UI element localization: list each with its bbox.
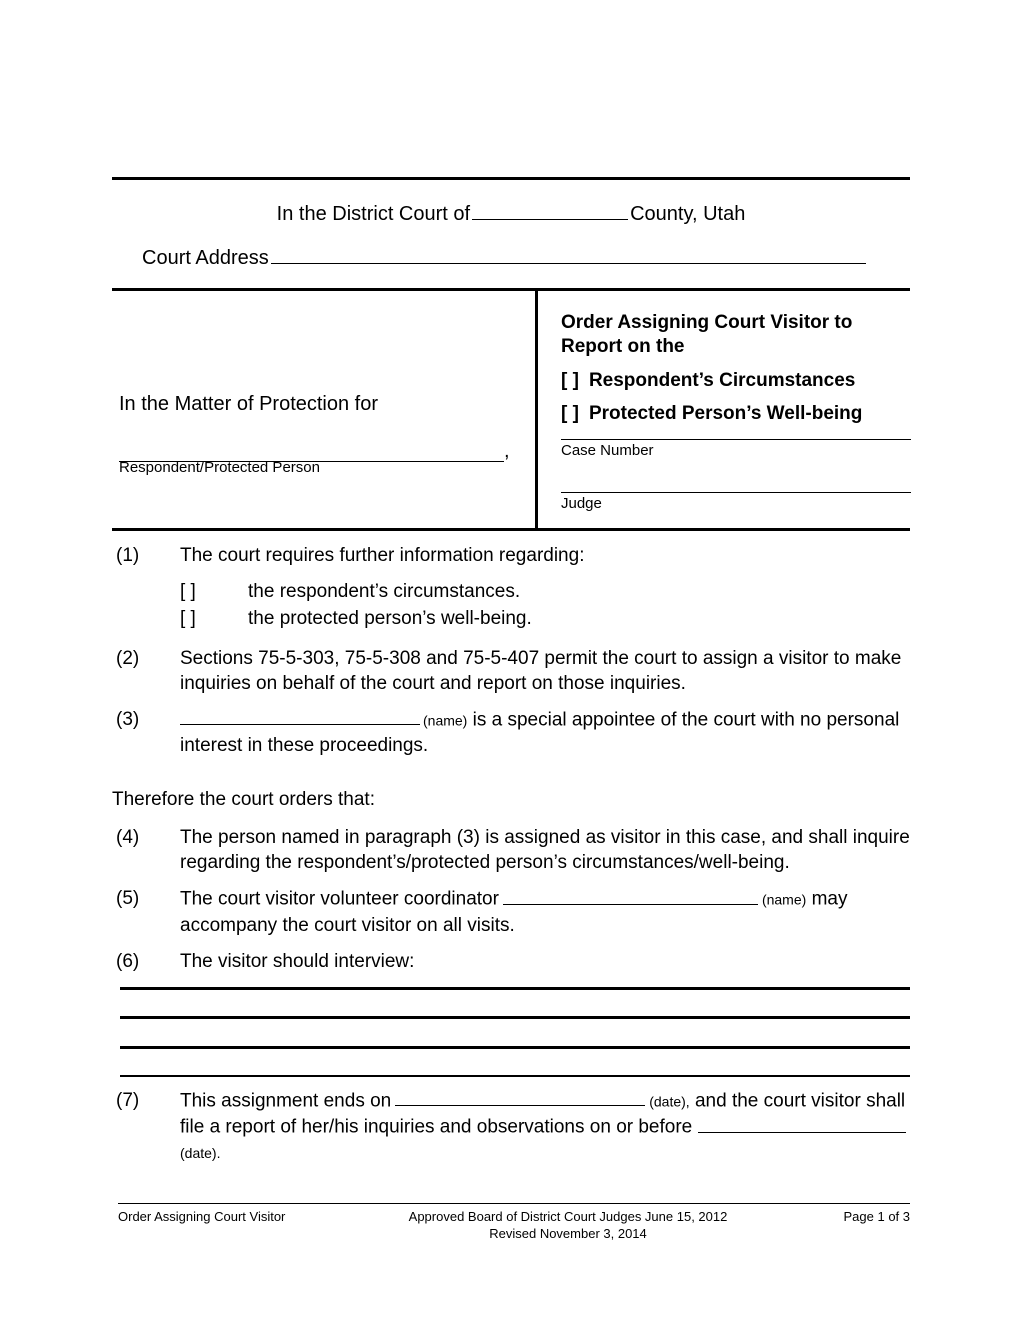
document-body <box>112 543 910 985</box>
judge-field[interactable] <box>561 492 911 514</box>
paragraph-3-name-hint: (name) <box>423 712 468 729</box>
footer-page-number: Page 1 of 3 <box>843 1209 910 1224</box>
paragraph-7-text <box>180 1088 910 1166</box>
checkbox-icon[interactable]: [ ] <box>561 370 579 391</box>
option-respondent-circumstances[interactable] <box>180 578 910 605</box>
respondent-caption-label: Respondent/Protected Person <box>119 459 320 476</box>
footer-rule <box>118 1203 910 1204</box>
paragraph-3-text <box>180 707 910 758</box>
case-number-label: Case Number <box>561 442 654 459</box>
paragraph-5-name-hint: (name) <box>761 891 807 908</box>
paragraph-3 <box>112 707 910 758</box>
court-heading-prefix: In the District Court of <box>276 203 471 225</box>
write-in-line-1[interactable] <box>120 987 910 990</box>
paragraph-1-text: The court requires further information regarding: <box>180 545 585 566</box>
footer-revision-line: Revised November 3, 2014 <box>489 1226 647 1241</box>
case-number-field[interactable] <box>561 439 911 461</box>
paragraph-1-options <box>180 578 910 632</box>
matter-label: In the Matter of Protection for <box>119 393 379 415</box>
paragraph-1 <box>112 543 910 632</box>
caption-option-protected-person-wellbeing[interactable] <box>561 402 906 426</box>
paragraph-6 <box>112 949 910 974</box>
paragraph-2 <box>112 646 910 696</box>
paragraph-7-number: (7) <box>116 1090 140 1111</box>
paragraph-5 <box>112 886 910 937</box>
paragraph-7-text-2: and the court visitor shall file a report of her/his inquiries and observations on or before <box>180 1090 906 1138</box>
court-address-row <box>142 244 868 271</box>
paragraph-6-text: The visitor should interview: <box>180 950 415 972</box>
paragraph-4-number: (4) <box>116 827 140 849</box>
write-in-line-2[interactable] <box>120 1016 910 1019</box>
court-address-label: Court Address <box>142 247 269 269</box>
coordinator-name-blank-field[interactable] <box>503 886 758 904</box>
caption-right-cell <box>548 291 910 528</box>
caption-option-respondent-circumstances[interactable] <box>561 369 906 393</box>
paragraph-4 <box>112 825 910 875</box>
paragraph-5-number: (5) <box>116 888 140 910</box>
write-in-line-4[interactable] <box>120 1075 910 1077</box>
footer-approval-line: Approved Board of District Court Judges June 15, 2012 <box>408 1209 728 1224</box>
paragraph-7-date-hint-1: (date), <box>649 1093 690 1110</box>
caption-table <box>112 288 910 531</box>
paragraph-3-text-after: is a special appointee of the court with no personal interest in these proceedings. <box>180 709 900 757</box>
header-top-rule <box>112 177 910 180</box>
judge-label: Judge <box>561 495 602 512</box>
court-address-blank-field[interactable] <box>271 244 866 264</box>
checkbox-icon[interactable]: [ ] <box>561 403 579 424</box>
caption-option-2-label: Protected Person’s Well-being <box>588 403 863 424</box>
paragraph-3-number: (3) <box>116 709 140 730</box>
paragraph-5-text-after: may accompany the court visitor on all visits. <box>180 888 848 936</box>
appointee-name-blank-field[interactable] <box>180 707 420 725</box>
order-title: Order Assigning Court Visitor to Report on the <box>561 312 853 357</box>
caption-left-cell <box>112 291 535 528</box>
option-respondent-circumstances-label: the respondent’s circumstances. <box>248 581 521 602</box>
county-blank-field[interactable] <box>472 200 628 220</box>
court-heading-line <box>112 200 910 227</box>
paragraph-7 <box>112 1088 910 1166</box>
court-heading-suffix: County, Utah <box>630 203 746 225</box>
paragraph-2-text: Sections 75-5-303, 75-5-308 and 75-5-407 permit the court to assign a visitor to make inquiries on behalf of the court and report on those inquiries. <box>180 648 902 694</box>
footer-form-name: Order Assigning Court Visitor <box>118 1209 286 1224</box>
respondent-line-comma: , <box>504 440 510 462</box>
paragraph-7-date-hint-2: (date). <box>180 1144 221 1161</box>
option-protected-person-wellbeing[interactable] <box>180 605 910 632</box>
paragraph-7-text-1: This assignment ends on <box>180 1090 392 1112</box>
checkbox-icon[interactable]: [ ] <box>180 581 196 602</box>
option-protected-person-wellbeing-label: the protected person’s well-being. <box>248 608 532 629</box>
report-due-date-blank-field[interactable] <box>698 1114 906 1132</box>
caption-column-divider <box>535 291 538 528</box>
paragraph-2-number: (2) <box>116 648 140 669</box>
footer-approval-block <box>348 1208 788 1242</box>
caption-option-1-label: Respondent’s Circumstances <box>588 370 856 391</box>
assignment-end-date-blank-field[interactable] <box>395 1088 645 1106</box>
checkbox-icon[interactable]: [ ] <box>180 608 196 629</box>
write-in-line-3[interactable] <box>120 1046 910 1049</box>
paragraph-5-text-before: The court visitor volunteer coordinator <box>180 888 499 910</box>
paragraph-6-number: (6) <box>116 950 140 972</box>
therefore-line: Therefore the court orders that: <box>112 789 375 811</box>
paragraph-1-number: (1) <box>116 545 140 566</box>
paragraph-5-text <box>180 886 910 937</box>
paragraph-4-text: The person named in paragraph (3) is assigned as visitor in this case, and shall inquire regarding the respondent’s/protected person’s circumstances/well-being. <box>180 827 910 874</box>
